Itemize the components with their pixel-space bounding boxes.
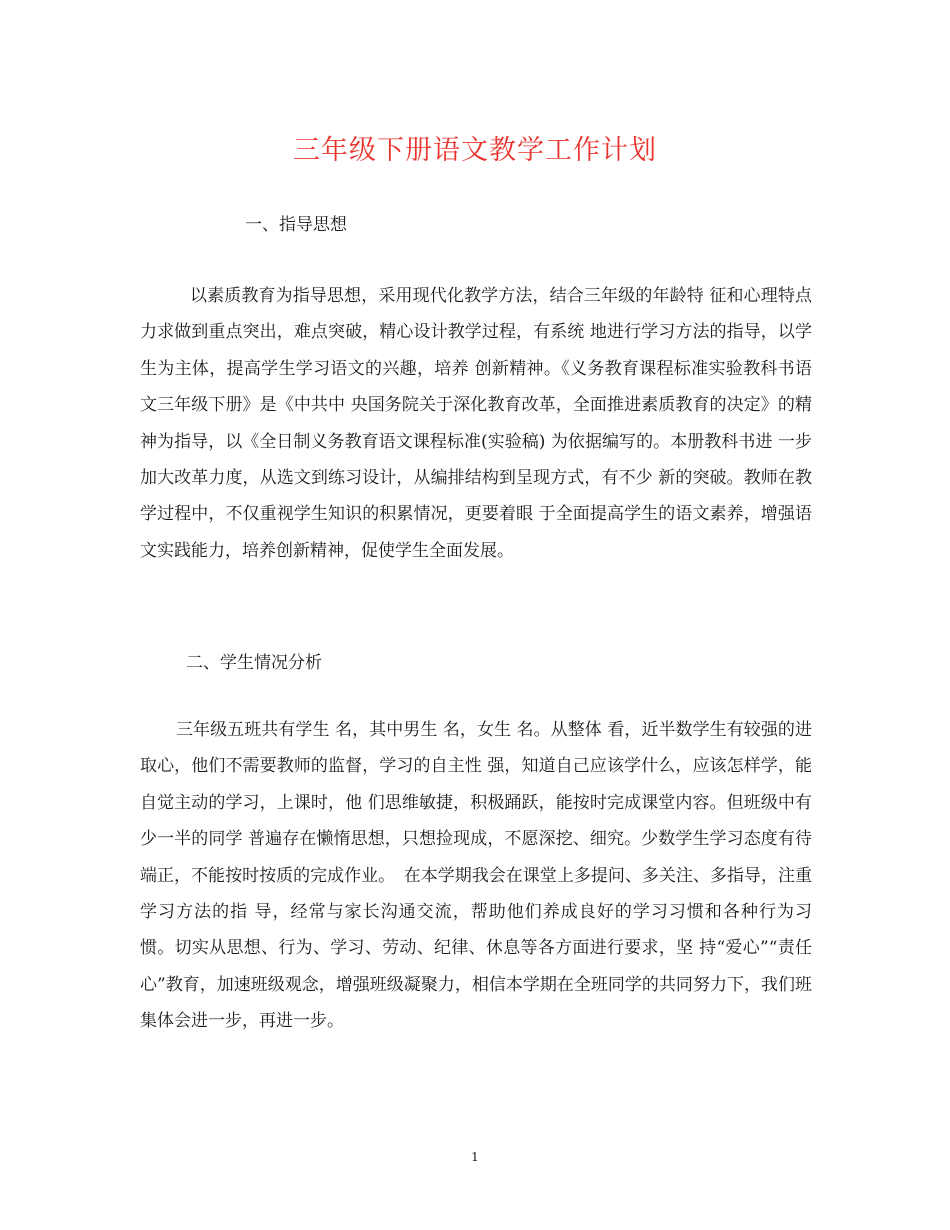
document-title: 三年级下册语文教学工作计划 [293,135,657,166]
section-paragraph-guiding-ideology: 以素质教育为指导思想，采用现代化教学方法，结合三年级的年龄特 征和心理特点力求做到重点突出，难点突破，精心设计教学过程，有系统 地进行学习方法的指导，以学生为主体，提高学生学习语文的兴趣，培养 创新精神。《义务教育课程标准实验教科书语文三年级下册》是《中共中 央国务院关于深化教育改革，全面推进素质教育的决定》的精神为指导，以《全日制义务教育语文课程标准(实验稿) 为依据编写的。本册教科书进 一步加大改革力度，从选文到练习设计，从编排结构到呈现方式，有不少 新的突破。教师在教学过程中，不仅重视学生知识的积累情况，更要着眼 于全面提高学生的语文素养，增强语文实践能力，培养创新精神，促使学生全面发展。 [140,286,812,561]
section-paragraph-student-analysis: 三年级五班共有学生 名，其中男生 名，女生 名。从整体 看，近半数学生有较强的进取心，他们不需要教师的监督，学习的自主性 强，知道自己应该学什么，应该怎样学，能自觉主动的学习，上课时，他 们思维敏捷，积极踊跃，能按时完成课堂内容。但班级中有少一半的同学 普遍存在懒惰思想，只想捡现成，不愿深挖、细究。少数学生学习态度有待端正，不能按时按质的完成作业。 在本学期我会在课堂上多提问、多关注、多指导，注重学习方法的指 导，经常与家长沟通交流，帮助他们养成良好的学习习惯和各种行为习 惯。切实从思想、行为、学习、劳动、纪律、休息等各方面进行要求，坚 持“爱心”“责任心”教育，加速班级观念，增强班级凝聚力，相信本学期在全班同学的共同努力下，我们班集体会进一步，再进一步。 [140,720,812,1032]
section-heading-guiding-ideology: 一、指导思想 [245,215,347,235]
page-number: 1 [471,1150,479,1164]
section-heading-student-analysis: 二、学生情况分析 [186,653,322,673]
